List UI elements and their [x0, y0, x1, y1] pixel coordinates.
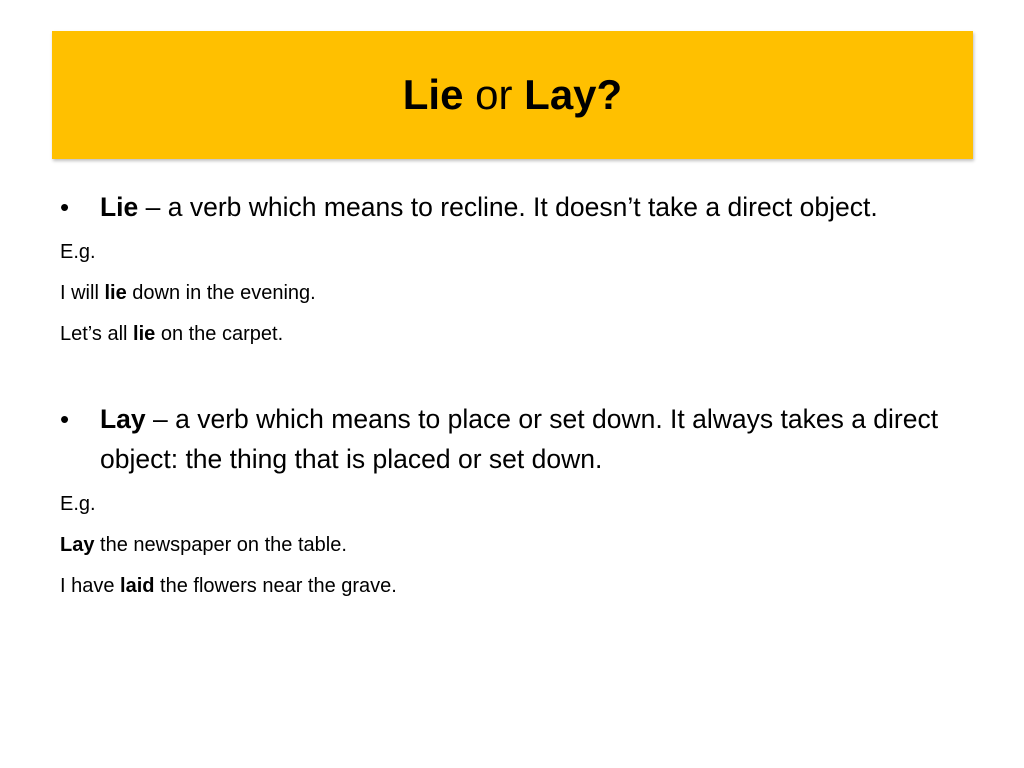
example-text: down in the evening. [126, 282, 316, 304]
bullet-icon: • [60, 192, 70, 222]
title-word-lie: Lie [402, 71, 464, 118]
eg-label: E.g. [60, 241, 96, 263]
bullet-icon: • [60, 404, 70, 434]
term-lay: Lay [100, 404, 146, 434]
slide-title [402, 71, 623, 118]
example-keyword: lie [133, 323, 156, 345]
title-word-lay: Lay? [524, 71, 623, 118]
example-sentence [60, 533, 970, 557]
term-lie: Lie [100, 192, 139, 222]
example-text: the newspaper on the table. [94, 534, 347, 556]
definition-lay: – a verb which means to place or set down. It always takes a direct object: the thing that is placed or set down. [100, 404, 939, 474]
example-text: on the carpet. [155, 323, 284, 345]
example-text: the flowers near the grave. [154, 575, 397, 597]
eg-label: E.g. [60, 493, 96, 515]
bullet-lay-definition [60, 399, 970, 479]
example-keyword: laid [120, 575, 155, 597]
example-text: Let’s all [60, 323, 134, 345]
example-text: I will [60, 282, 105, 304]
bullet-lie-definition [60, 187, 970, 227]
example-sentence [60, 322, 970, 346]
example-keyword: lie [104, 282, 127, 304]
slide-body [60, 187, 970, 598]
example-keyword: Lay [60, 534, 95, 556]
example-sentence [60, 281, 970, 305]
title-connector: or [475, 71, 513, 118]
definition-lie: – a verb which means to recline. It doesn’t take a direct object. [138, 192, 878, 222]
example-sentence [60, 574, 970, 598]
example-text: I have [60, 575, 121, 597]
section-spacer [60, 346, 970, 399]
title-banner [52, 31, 973, 159]
